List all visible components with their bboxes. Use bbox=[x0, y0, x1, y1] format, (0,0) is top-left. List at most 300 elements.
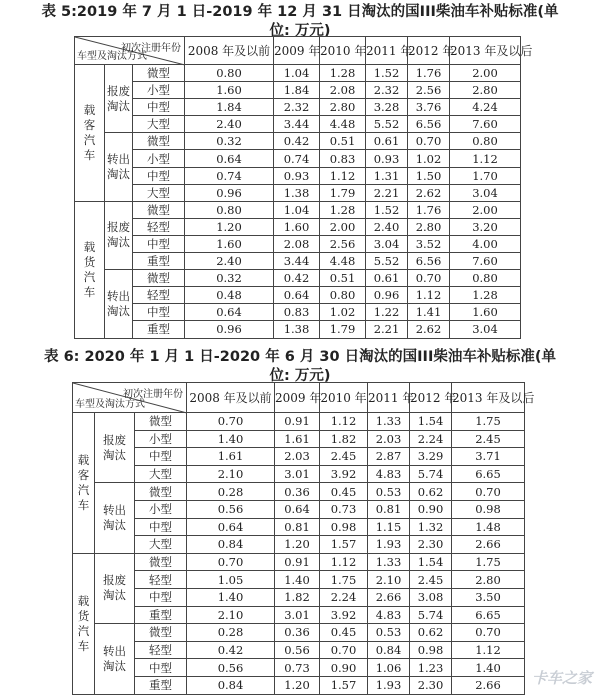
vehicle-size-cell: 微型 bbox=[133, 65, 185, 82]
table-row bbox=[73, 659, 525, 677]
subsidy-value-cell: 0.53 bbox=[368, 624, 410, 642]
table-row bbox=[75, 253, 521, 270]
subsidy-value-cell: 0.80 bbox=[320, 287, 366, 304]
vehicle-size-cell: 重型 bbox=[135, 606, 187, 624]
subsidy-value-cell: 1.28 bbox=[320, 201, 366, 218]
disposal-method-part: 报废 bbox=[107, 83, 130, 98]
subsidy-value-cell: 1.38 bbox=[274, 321, 320, 338]
disposal-method-part: 淘汰 bbox=[107, 167, 130, 182]
subsidy-value-cell: 5.74 bbox=[410, 465, 452, 483]
subsidy-value-cell: 7.60 bbox=[450, 253, 521, 270]
vehicle-size-cell: 小型 bbox=[133, 82, 185, 99]
subsidy-value-cell: 3.04 bbox=[450, 184, 521, 201]
vehicle-category-char: 车 bbox=[77, 638, 90, 653]
subsidy-value-cell: 5.52 bbox=[366, 116, 408, 133]
subsidy-value-cell: 4.48 bbox=[320, 253, 366, 270]
subsidy-value-cell: 1.60 bbox=[185, 235, 274, 252]
subsidy-value-cell: 0.93 bbox=[274, 167, 320, 184]
subsidy-value-cell: 1.60 bbox=[274, 218, 320, 235]
subsidy-value-cell: 4.24 bbox=[450, 99, 521, 116]
subsidy-value-cell: 4.48 bbox=[320, 116, 366, 133]
subsidy-value-cell: 2.00 bbox=[450, 201, 521, 218]
vehicle-size-cell: 大型 bbox=[133, 184, 185, 201]
subsidy-value-cell: 2.03 bbox=[368, 430, 410, 448]
table5 bbox=[74, 36, 533, 339]
vehicle-size-cell: 中型 bbox=[133, 99, 185, 116]
vehicle-size-cell: 微型 bbox=[133, 133, 185, 150]
subsidy-value-cell: 2.30 bbox=[410, 676, 452, 694]
vehicle-category-char: 载 bbox=[77, 452, 90, 467]
subsidy-value-cell: 0.70 bbox=[187, 553, 275, 571]
disposal-method-cell bbox=[95, 624, 135, 694]
vehicle-size-cell: 小型 bbox=[135, 430, 187, 448]
subsidy-value-cell: 0.83 bbox=[274, 304, 320, 321]
subsidy-value-cell: 1.12 bbox=[320, 167, 366, 184]
subsidy-value-cell: 6.56 bbox=[408, 253, 450, 270]
subsidy-value-cell: 0.64 bbox=[187, 518, 275, 536]
subsidy-value-cell: 2.30 bbox=[410, 536, 452, 554]
vehicle-category-char: 货 bbox=[83, 254, 96, 269]
subsidy-value-cell: 1.75 bbox=[452, 413, 525, 431]
subsidy-value-cell: 1.76 bbox=[408, 65, 450, 82]
vehicle-size-cell: 微型 bbox=[133, 270, 185, 287]
subsidy-value-cell: 0.98 bbox=[410, 641, 452, 659]
subsidy-value-cell: 2.66 bbox=[452, 536, 525, 554]
year-header-0: 2008 年及以前 bbox=[185, 37, 274, 65]
subsidy-value-cell: 0.42 bbox=[187, 641, 275, 659]
table-row bbox=[75, 65, 521, 82]
vehicle-category-char: 载 bbox=[83, 102, 96, 117]
vehicle-size-cell: 中型 bbox=[135, 518, 187, 536]
subsidy-value-cell: 2.62 bbox=[408, 321, 450, 338]
subsidy-value-cell: 0.90 bbox=[410, 500, 452, 518]
vehicle-category-char: 载 bbox=[83, 239, 96, 254]
subsidy-value-cell: 0.56 bbox=[275, 641, 320, 659]
subsidy-value-cell: 2.45 bbox=[410, 571, 452, 589]
subsidy-value-cell: 0.70 bbox=[408, 270, 450, 287]
subsidy-value-cell: 2.10 bbox=[187, 465, 275, 483]
subsidy-value-cell: 0.64 bbox=[185, 304, 274, 321]
subsidy-value-cell: 1.40 bbox=[187, 430, 275, 448]
table-row bbox=[73, 553, 525, 571]
subsidy-value-cell: 0.32 bbox=[185, 270, 274, 287]
subsidy-value-cell: 0.98 bbox=[452, 500, 525, 518]
vehicle-size-cell: 微型 bbox=[135, 413, 187, 431]
subsidy-value-cell: 2.32 bbox=[366, 82, 408, 99]
subsidy-value-cell: 0.91 bbox=[275, 553, 320, 571]
vehicle-size-cell: 中型 bbox=[133, 235, 185, 252]
subsidy-value-cell: 0.64 bbox=[275, 500, 320, 518]
vehicle-category-char: 车 bbox=[83, 147, 96, 162]
vehicle-category-cell bbox=[75, 201, 105, 338]
table-row bbox=[75, 201, 521, 218]
subsidy-value-cell: 0.84 bbox=[368, 641, 410, 659]
subsidy-value-cell: 1.28 bbox=[320, 65, 366, 82]
corner-type-label: 车型及淘汰方式 bbox=[75, 399, 145, 410]
subsidy-value-cell: 0.36 bbox=[275, 483, 320, 501]
vehicle-size-cell: 轻型 bbox=[135, 641, 187, 659]
subsidy-value-cell: 4.00 bbox=[450, 235, 521, 252]
subsidy-value-cell: 3.52 bbox=[408, 235, 450, 252]
subsidy-value-cell: 1.12 bbox=[320, 553, 368, 571]
subsidy-value-cell: 0.96 bbox=[185, 321, 274, 338]
vehicle-size-cell: 中型 bbox=[133, 304, 185, 321]
vehicle-size-cell: 重型 bbox=[133, 321, 185, 338]
table5-title-line1: 表 5:2019 年 7 月 1 日-2019 年 12 月 31 日淘汰的国III柴油车补贴标准(单 bbox=[41, 4, 559, 20]
subsidy-value-cell: 0.70 bbox=[452, 483, 525, 501]
vehicle-size-cell: 轻型 bbox=[133, 218, 185, 235]
vehicle-category-cell bbox=[75, 65, 105, 202]
subsidy-value-cell: 3.08 bbox=[410, 588, 452, 606]
table-row bbox=[75, 321, 521, 338]
subsidy-value-cell: 4.83 bbox=[368, 606, 410, 624]
subsidy-value-cell: 2.45 bbox=[452, 430, 525, 448]
subsidy-value-cell: 3.44 bbox=[274, 253, 320, 270]
table-row bbox=[75, 99, 521, 116]
watermark-logo: 卡车之家 bbox=[531, 669, 592, 687]
header-row bbox=[75, 37, 521, 65]
subsidy-value-cell: 0.48 bbox=[185, 287, 274, 304]
subsidy-value-cell: 0.32 bbox=[185, 133, 274, 150]
disposal-method-cell bbox=[95, 413, 135, 483]
subsidy-value-cell: 1.23 bbox=[410, 659, 452, 677]
subsidy-value-cell: 0.70 bbox=[408, 133, 450, 150]
vehicle-size-cell: 大型 bbox=[133, 116, 185, 133]
vehicle-size-cell: 轻型 bbox=[135, 571, 187, 589]
subsidy-value-cell: 1.20 bbox=[275, 676, 320, 694]
disposal-method-cell bbox=[95, 553, 135, 623]
disposal-method-part: 报废 bbox=[107, 220, 130, 235]
subsidy-value-cell: 2.00 bbox=[320, 218, 366, 235]
table-row bbox=[73, 448, 525, 466]
table-row bbox=[75, 304, 521, 321]
subsidy-value-cell: 2.08 bbox=[320, 82, 366, 99]
subsidy-value-cell: 0.64 bbox=[274, 287, 320, 304]
subsidy-value-cell: 0.36 bbox=[275, 624, 320, 642]
year-header-2: 2010 年 bbox=[320, 383, 368, 413]
subsidy-value-cell: 0.73 bbox=[320, 500, 368, 518]
subsidy-value-cell: 2.21 bbox=[366, 321, 408, 338]
subsidy-value-cell: 0.62 bbox=[410, 624, 452, 642]
subsidy-value-cell: 0.84 bbox=[187, 536, 275, 554]
subsidy-value-cell: 2.80 bbox=[408, 218, 450, 235]
disposal-method-part: 淘汰 bbox=[103, 588, 126, 603]
subsidy-value-cell: 1.61 bbox=[275, 430, 320, 448]
vehicle-size-cell: 小型 bbox=[135, 500, 187, 518]
subsidy-value-cell: 2.10 bbox=[368, 571, 410, 589]
subsidy-value-cell: 1.41 bbox=[408, 304, 450, 321]
corner-header bbox=[73, 383, 187, 413]
subsidy-value-cell: 1.40 bbox=[452, 659, 525, 677]
disposal-method-cell bbox=[105, 65, 133, 133]
vehicle-category-char: 客 bbox=[77, 467, 90, 482]
subsidy-value-cell: 3.20 bbox=[450, 218, 521, 235]
vehicle-size-cell: 中型 bbox=[133, 167, 185, 184]
subsidy-value-cell: 0.80 bbox=[450, 270, 521, 287]
subsidy-value-cell: 3.28 bbox=[366, 99, 408, 116]
subsidy-value-cell: 2.80 bbox=[450, 82, 521, 99]
table-row bbox=[75, 116, 521, 133]
vehicle-category-char: 货 bbox=[77, 608, 90, 623]
subsidy-value-cell: 4.83 bbox=[368, 465, 410, 483]
subsidy-value-cell: 0.80 bbox=[450, 133, 521, 150]
disposal-method-cell bbox=[105, 133, 133, 201]
subsidy-value-cell: 1.02 bbox=[408, 150, 450, 167]
subsidy-value-cell: 1.40 bbox=[187, 588, 275, 606]
subsidy-value-cell: 2.10 bbox=[187, 606, 275, 624]
subsidy-value-cell: 2.40 bbox=[185, 253, 274, 270]
subsidy-value-cell: 1.76 bbox=[408, 201, 450, 218]
subsidy-value-cell: 1.12 bbox=[452, 641, 525, 659]
subsidy-value-cell: 3.04 bbox=[450, 321, 521, 338]
subsidy-value-cell: 1.60 bbox=[185, 82, 274, 99]
subsidy-value-cell: 0.56 bbox=[187, 500, 275, 518]
vehicle-size-cell: 大型 bbox=[135, 465, 187, 483]
subsidy-value-cell: 0.96 bbox=[366, 287, 408, 304]
header-row bbox=[73, 383, 525, 413]
subsidy-value-cell: 2.40 bbox=[366, 218, 408, 235]
subsidy-value-cell: 1.93 bbox=[368, 676, 410, 694]
subsidy-value-cell: 2.24 bbox=[320, 588, 368, 606]
disposal-method-part: 淘汰 bbox=[107, 303, 130, 318]
table-row bbox=[73, 413, 525, 431]
subsidy-value-cell: 2.45 bbox=[320, 448, 368, 466]
subsidy-value-cell: 1.15 bbox=[368, 518, 410, 536]
subsidy-value-cell: 1.04 bbox=[274, 65, 320, 82]
subsidy-value-cell: 2.32 bbox=[274, 99, 320, 116]
subsidy-value-cell: 0.91 bbox=[275, 413, 320, 431]
vehicle-category-char: 汽 bbox=[83, 269, 96, 284]
subsidy-value-cell: 2.66 bbox=[452, 676, 525, 694]
subsidy-value-cell: 1.02 bbox=[320, 304, 366, 321]
vehicle-size-cell: 微型 bbox=[135, 624, 187, 642]
subsidy-value-cell: 6.56 bbox=[408, 116, 450, 133]
vehicle-category-char: 汽 bbox=[83, 132, 96, 147]
subsidy-value-cell: 0.56 bbox=[187, 659, 275, 677]
subsidy-value-cell: 1.04 bbox=[274, 201, 320, 218]
subsidy-value-cell: 1.22 bbox=[366, 304, 408, 321]
subsidy-value-cell: 0.73 bbox=[275, 659, 320, 677]
corner-header bbox=[75, 37, 185, 65]
vehicle-category-char: 汽 bbox=[77, 482, 90, 497]
subsidy-value-cell: 2.08 bbox=[274, 235, 320, 252]
subsidy-value-cell: 2.80 bbox=[320, 99, 366, 116]
subsidy-value-cell: 2.40 bbox=[185, 116, 274, 133]
subsidy-value-cell: 0.96 bbox=[185, 184, 274, 201]
subsidy-value-cell: 1.54 bbox=[410, 553, 452, 571]
year-header-1: 2009 年 bbox=[275, 383, 320, 413]
vehicle-category-cell bbox=[73, 413, 95, 554]
subsidy-value-cell: 0.42 bbox=[274, 133, 320, 150]
subsidy-value-cell: 0.28 bbox=[187, 483, 275, 501]
subsidy-value-cell: 1.52 bbox=[366, 65, 408, 82]
table-row bbox=[75, 218, 521, 235]
subsidy-value-cell: 1.84 bbox=[274, 82, 320, 99]
year-header-5: 2013 年及以后 bbox=[452, 383, 525, 413]
subsidy-value-cell: 2.56 bbox=[320, 235, 366, 252]
subsidy-value-cell: 3.44 bbox=[274, 116, 320, 133]
subsidy-value-cell: 3.01 bbox=[275, 606, 320, 624]
vehicle-size-cell: 大型 bbox=[135, 536, 187, 554]
subsidy-value-cell: 1.05 bbox=[187, 571, 275, 589]
subsidy-value-cell: 1.33 bbox=[368, 553, 410, 571]
subsidy-value-cell: 1.12 bbox=[320, 413, 368, 431]
table-row bbox=[75, 287, 521, 304]
subsidy-value-cell: 0.42 bbox=[274, 270, 320, 287]
subsidy-value-cell: 1.50 bbox=[408, 167, 450, 184]
subsidy-value-cell: 1.57 bbox=[320, 536, 368, 554]
subsidy-value-cell: 1.20 bbox=[185, 218, 274, 235]
table-row bbox=[73, 518, 525, 536]
subsidy-value-cell: 0.74 bbox=[185, 167, 274, 184]
table-row bbox=[73, 571, 525, 589]
vehicle-category-char: 汽 bbox=[77, 623, 90, 638]
subsidy-value-cell: 1.79 bbox=[320, 321, 366, 338]
subsidy-value-cell: 0.83 bbox=[320, 150, 366, 167]
corner-type-label: 车型及淘汰方式 bbox=[77, 51, 147, 62]
table-row bbox=[75, 167, 521, 184]
subsidy-value-cell: 0.45 bbox=[320, 483, 368, 501]
year-header-3: 2011 年 bbox=[366, 37, 408, 65]
table-row bbox=[75, 184, 521, 201]
subsidy-value-cell: 0.61 bbox=[366, 270, 408, 287]
subsidy-value-cell: 0.45 bbox=[320, 624, 368, 642]
subsidy-value-cell: 1.12 bbox=[408, 287, 450, 304]
subsidy-value-cell: 1.48 bbox=[452, 518, 525, 536]
table6-title bbox=[0, 348, 600, 386]
subsidy-value-cell: 2.87 bbox=[368, 448, 410, 466]
table-row bbox=[73, 500, 525, 518]
subsidy-value-cell: 1.54 bbox=[410, 413, 452, 431]
vehicle-category-char: 载 bbox=[77, 593, 90, 608]
year-header-5: 2013 年及以后 bbox=[450, 37, 521, 65]
corner-year-label: 初次注册年份 bbox=[121, 43, 182, 54]
subsidy-value-cell: 1.06 bbox=[368, 659, 410, 677]
disposal-method-cell bbox=[105, 201, 133, 269]
subsidy-value-cell: 0.81 bbox=[275, 518, 320, 536]
table-row bbox=[73, 588, 525, 606]
subsidy-value-cell: 0.84 bbox=[187, 676, 275, 694]
subsidy-value-cell: 0.93 bbox=[366, 150, 408, 167]
subsidy-value-cell: 0.80 bbox=[185, 65, 274, 82]
subsidy-value-cell: 1.75 bbox=[320, 571, 368, 589]
subsidy-value-cell: 0.70 bbox=[452, 624, 525, 642]
subsidy-value-cell: 2.21 bbox=[366, 184, 408, 201]
subsidy-value-cell: 0.51 bbox=[320, 133, 366, 150]
table-row bbox=[73, 606, 525, 624]
disposal-method-part: 转出 bbox=[107, 152, 130, 167]
year-header-0: 2008 年及以前 bbox=[187, 383, 275, 413]
subsidy-value-cell: 1.75 bbox=[452, 553, 525, 571]
table-row bbox=[73, 676, 525, 694]
subsidy-value-cell: 3.50 bbox=[452, 588, 525, 606]
vehicle-size-cell: 中型 bbox=[135, 588, 187, 606]
subsidy-value-cell: 1.33 bbox=[368, 413, 410, 431]
disposal-method-part: 转出 bbox=[107, 288, 130, 303]
table5-title-line2: 位: 万元) bbox=[269, 23, 331, 39]
subsidy-value-cell: 1.93 bbox=[368, 536, 410, 554]
subsidy-value-cell: 1.82 bbox=[320, 430, 368, 448]
subsidy-value-cell: 0.90 bbox=[320, 659, 368, 677]
vehicle-size-cell: 中型 bbox=[135, 659, 187, 677]
subsidy-value-cell: 1.60 bbox=[450, 304, 521, 321]
table-row bbox=[75, 133, 521, 150]
subsidy-value-cell: 2.80 bbox=[452, 571, 525, 589]
table-row bbox=[75, 150, 521, 167]
subsidy-value-cell: 1.31 bbox=[366, 167, 408, 184]
vehicle-size-cell: 小型 bbox=[133, 150, 185, 167]
subsidy-value-cell: 3.04 bbox=[366, 235, 408, 252]
subsidy-value-cell: 1.79 bbox=[320, 184, 366, 201]
subsidy-value-cell: 3.76 bbox=[408, 99, 450, 116]
table-row bbox=[75, 235, 521, 252]
subsidy-value-cell: 1.32 bbox=[410, 518, 452, 536]
disposal-method-part: 报废 bbox=[103, 573, 126, 588]
subsidy-value-cell: 1.20 bbox=[275, 536, 320, 554]
subsidy-value-cell: 1.52 bbox=[366, 201, 408, 218]
subsidy-value-cell: 2.03 bbox=[275, 448, 320, 466]
subsidy-value-cell: 1.57 bbox=[320, 676, 368, 694]
subsidy-value-cell: 0.62 bbox=[410, 483, 452, 501]
disposal-method-part: 转出 bbox=[103, 643, 126, 658]
subsidy-value-cell: 0.28 bbox=[187, 624, 275, 642]
subsidy-value-cell: 2.66 bbox=[368, 588, 410, 606]
table-row bbox=[73, 465, 525, 483]
year-header-1: 2009 年 bbox=[274, 37, 320, 65]
subsidy-value-cell: 5.74 bbox=[410, 606, 452, 624]
table-row bbox=[73, 624, 525, 642]
vehicle-category-char: 车 bbox=[77, 497, 90, 512]
subsidy-value-cell: 1.12 bbox=[450, 150, 521, 167]
table-row bbox=[73, 641, 525, 659]
subsidy-value-cell: 0.53 bbox=[368, 483, 410, 501]
disposal-method-cell bbox=[105, 270, 133, 338]
subsidy-value-cell: 3.92 bbox=[320, 606, 368, 624]
disposal-method-part: 报废 bbox=[103, 432, 126, 447]
disposal-method-part: 淘汰 bbox=[107, 235, 130, 250]
table-row bbox=[75, 82, 521, 99]
disposal-method-part: 淘汰 bbox=[103, 447, 126, 462]
table-row bbox=[73, 483, 525, 501]
table-row bbox=[73, 430, 525, 448]
subsidy-value-cell: 0.81 bbox=[368, 500, 410, 518]
table6 bbox=[72, 382, 535, 695]
subsidy-value-cell: 6.65 bbox=[452, 465, 525, 483]
subsidy-value-cell: 3.92 bbox=[320, 465, 368, 483]
subsidy-value-cell: 5.52 bbox=[366, 253, 408, 270]
subsidy-value-cell: 6.65 bbox=[452, 606, 525, 624]
subsidy-value-cell: 0.98 bbox=[320, 518, 368, 536]
subsidy-value-cell: 0.70 bbox=[187, 413, 275, 431]
subsidy-value-cell: 3.01 bbox=[275, 465, 320, 483]
table6-title-line1: 表 6: 2020 年 1 月 1 日-2020 年 6 月 30 日淘汰的国III柴油车补贴标准(单 bbox=[44, 349, 556, 365]
vehicle-size-cell: 微型 bbox=[133, 201, 185, 218]
subsidy-value-cell: 2.56 bbox=[408, 82, 450, 99]
corner-year-label: 初次注册年份 bbox=[123, 389, 184, 400]
subsidy-value-cell: 2.62 bbox=[408, 184, 450, 201]
disposal-method-part: 淘汰 bbox=[107, 98, 130, 113]
subsidy-value-cell: 2.00 bbox=[450, 65, 521, 82]
subsidy-value-cell: 1.38 bbox=[274, 184, 320, 201]
subsidy-value-cell: 1.40 bbox=[275, 571, 320, 589]
vehicle-size-cell: 轻型 bbox=[133, 287, 185, 304]
subsidy-value-cell: 0.51 bbox=[320, 270, 366, 287]
vehicle-size-cell: 微型 bbox=[135, 553, 187, 571]
vehicle-size-cell: 微型 bbox=[135, 483, 187, 501]
subsidy-value-cell: 3.71 bbox=[452, 448, 525, 466]
table-row bbox=[75, 270, 521, 287]
table6-title-line2: 位: 万元) bbox=[269, 368, 331, 384]
